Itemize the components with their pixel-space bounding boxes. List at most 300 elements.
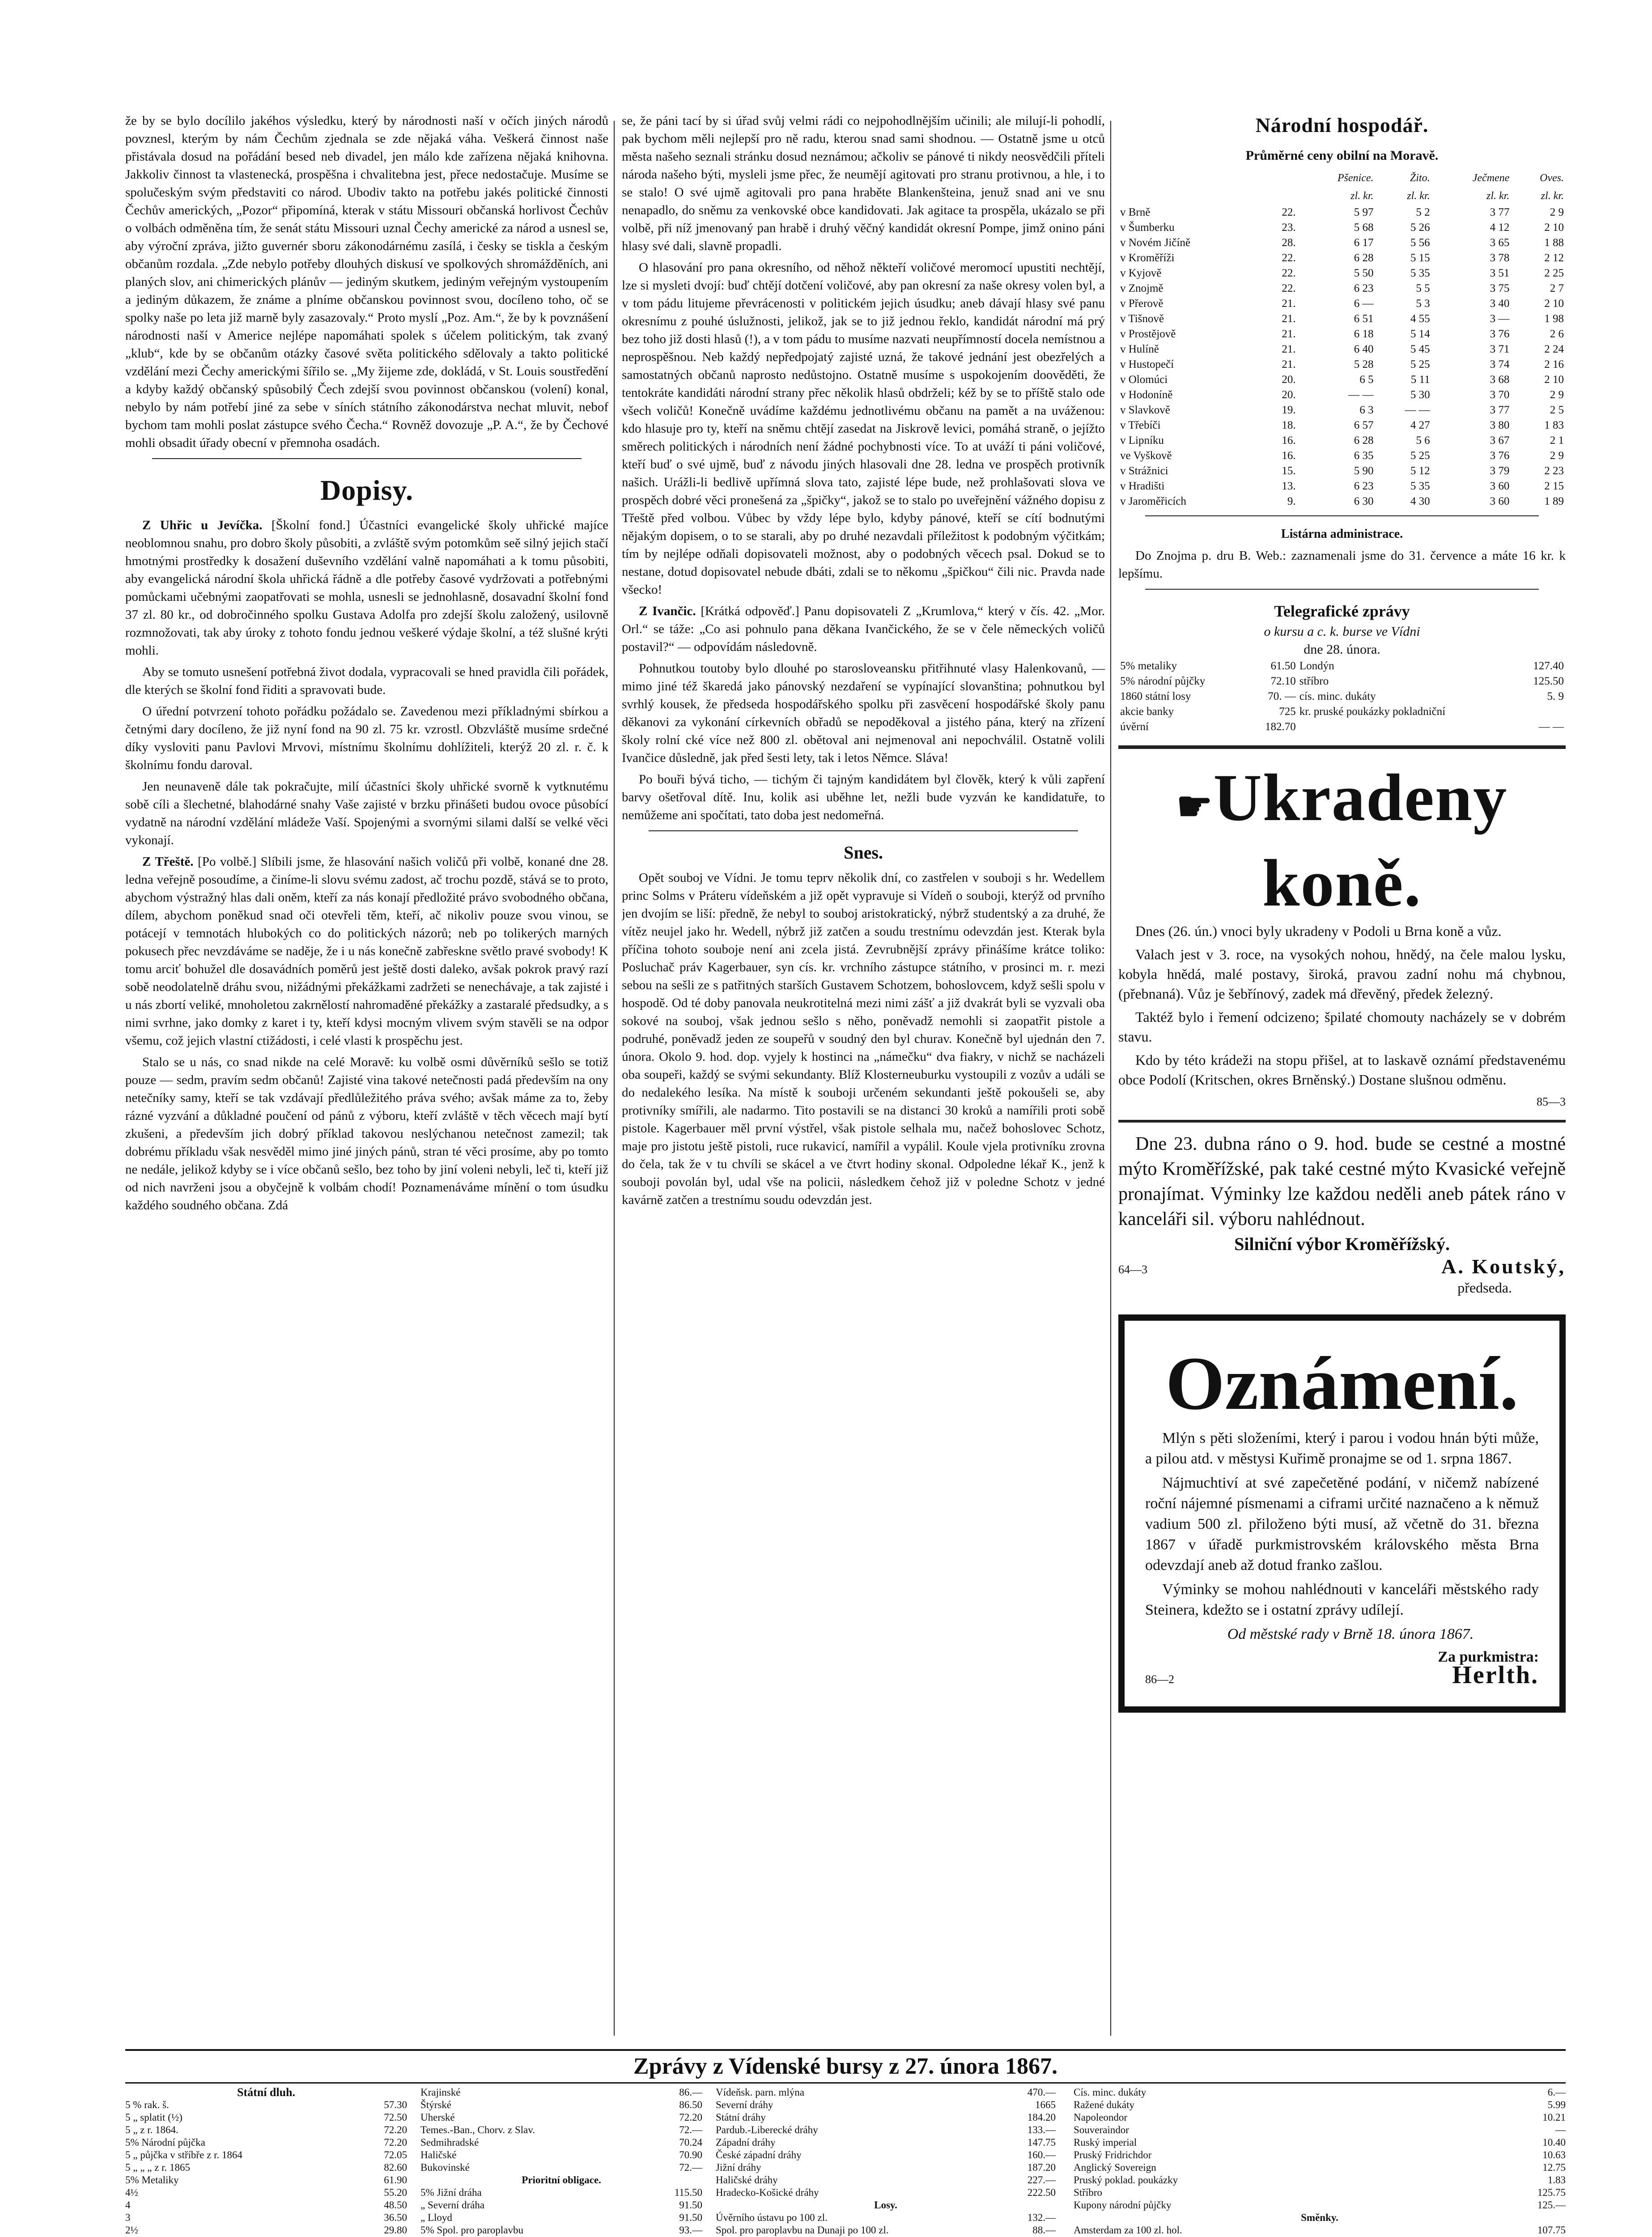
grain-cell: 5 15 [1410, 252, 1430, 264]
grain-cell: 5 28 [1354, 358, 1374, 370]
burse-row [420, 2149, 702, 2161]
grain-row [1118, 281, 1566, 296]
burse-value: 72.05 [384, 2149, 407, 2160]
burse-value: 125.— [1537, 2199, 1566, 2211]
burse-row [420, 2161, 702, 2174]
burse-value: 91.50 [679, 2212, 702, 2223]
grain-cell: 21. [1282, 313, 1296, 325]
grain-cell: 2 1 [1550, 434, 1564, 447]
grain-cell: 6 23 [1354, 480, 1374, 492]
burse-item: 5% Spol. pro paroplavbu [420, 2224, 523, 2236]
grain-cell: 3 60 [1490, 495, 1510, 507]
grain-row [1118, 342, 1566, 357]
letter-place: Z Ivančic. [639, 604, 696, 618]
grain-unit: zl. kr. [1541, 190, 1564, 202]
grain-price-table [1118, 169, 1566, 509]
column-middle [622, 112, 1105, 2040]
column-rule [1110, 121, 1111, 2036]
burse-value: 125.75 [1537, 2187, 1566, 2198]
grain-cell: 13. [1282, 480, 1296, 492]
burse-item: Souveraindor [1074, 2124, 1129, 2135]
burse-item: 4½ [125, 2187, 138, 2198]
grain-town: v Jaroměřicích [1120, 495, 1186, 507]
grain-town: v Slavkově [1120, 404, 1170, 416]
tele-cell [1516, 704, 1566, 719]
section-title-dopisy: Dopisy. [320, 474, 413, 506]
newspaper-page [107, 112, 1579, 2237]
burse-value: 70.24 [679, 2137, 702, 2148]
grain-unit: zl. kr. [1350, 190, 1374, 202]
grain-town: v Tišnově [1120, 313, 1164, 325]
grain-cell: 5 12 [1410, 465, 1430, 477]
grain-town: v Brně [1120, 206, 1151, 218]
grain-cell: 5 97 [1354, 206, 1374, 218]
grain-cell: 2 12 [1544, 252, 1564, 264]
burse-item: Ražené dukáty [1074, 2099, 1135, 2110]
grain-row [1118, 327, 1566, 342]
burse-row [1074, 2211, 1566, 2224]
ad-myto-role: předseda. [1457, 1280, 1512, 1296]
burse-row [125, 2111, 407, 2124]
tele-title: Telegrafické zprávy [1274, 602, 1410, 620]
grain-cell: 22. [1282, 206, 1296, 218]
burse-item: Štýrské [420, 2099, 451, 2110]
burse-title: Zprávy z Vídenské bursy z 27. února 1867. [125, 2049, 1566, 2084]
burse-item: Západní dráhy [716, 2137, 776, 2148]
grain-cell: 6 23 [1354, 282, 1374, 294]
ad-number: 86—2 [1145, 1673, 1174, 1686]
grain-town: v Kyjově [1120, 267, 1162, 279]
burse-value: 82.60 [384, 2162, 407, 2173]
grain-town: v Šumberku [1120, 221, 1175, 234]
grain-cell: 22. [1282, 282, 1296, 294]
tele-table [1118, 659, 1566, 735]
grain-cell: 6 35 [1354, 450, 1374, 462]
burse-value: 70.90 [679, 2149, 702, 2160]
letter-text: Aby se tomuto usnešení potřebná život dodala, vypracovali se hned pravidla čili pořádek, dle kterých se školní fond řiditi a spravovati bude. [125, 665, 608, 697]
burse-row [420, 2174, 702, 2186]
tele-cell: 127.40 [1533, 660, 1564, 672]
grain-cell: 2 5 [1550, 404, 1564, 416]
burse-value: 10.21 [1542, 2112, 1566, 2123]
burse-value: 1.83 [1547, 2174, 1566, 2186]
grain-cell: 5 2 [1416, 206, 1430, 218]
burse-item: Cís. minc. dukáty [1074, 2087, 1147, 2098]
grain-unit: zl. kr. [1407, 190, 1430, 202]
burse-row [716, 2086, 1056, 2099]
burse-row [125, 2174, 407, 2186]
grain-cell: 5 50 [1354, 267, 1374, 279]
article-text: se, že páni tací by si úřad svůj velmi rádi co nejpohodlnějším učinili; ale milují-li pohodlí, pak bychom měli nejlepší pro ně radu, kterou snad sami shodnou. — Ostatně jsme u otců města našeho seznali stránku dosud neznámou; ačkoliv se pánové ti nikdy neosvědčili příteli národa našeho býti, mysleli jsme přec, že neumějí agitovati pro stranu protivnou, a hle, i to se stalo! O své ujmě agitovali pro pana hraběte Blankenšteina, jenuž snad ani ve snu nenapadlo, do sněmu za venkovské obce kandidovati. Jak agitace ta prospěla, ukázalo se při volbě, při níž jmenovaný pan hrabě i druhý věčný kandidát okresní Pompe, jimž onino páni hlasy své dali, slavně propadli. [622, 114, 1105, 253]
burse-item: 5 „ splatit (½) [125, 2112, 183, 2123]
burse-value: 91.50 [679, 2199, 702, 2211]
tele-cell: úvěrní [1120, 721, 1149, 733]
tele-cell: 5% národní půjčky [1120, 675, 1206, 687]
grain-cell: 21. [1282, 343, 1296, 355]
grain-cell: 5 68 [1354, 221, 1374, 234]
grain-cell: 5 26 [1410, 221, 1430, 234]
ad-text: Od městské rady v Brně 18. února 1867. [1227, 1626, 1474, 1642]
burse-value: 12.75 [1542, 2162, 1566, 2173]
grain-cell: — — [1348, 389, 1374, 401]
burse-item: Stříbro [1074, 2187, 1102, 2198]
grain-header: Oves. [1540, 172, 1564, 184]
burse-item: 5% Národní půjčka [125, 2137, 205, 2148]
burse-row [1074, 2174, 1566, 2186]
burse-value: — [1555, 2124, 1566, 2135]
burse-value: 10.63 [1542, 2149, 1566, 2160]
divider [1145, 589, 1539, 590]
burse-row [125, 2199, 407, 2211]
article-text: O hlasování pro pana okresního, od něhož někteří voličové meromocí upustiti nechtějí, lze si mysleti dvojí: buď chtějí dotčení voličové, aby pan okresní za naše okresy volen byl, a v tom pádu litujeme převrácenosti v politickém jejich úsudku; aneb dávají hlasy své panu okresnímu z pouhé úslužnosti, jelikož, jak se to již jednou řeklo, kandidát národní má prý bez toho již dosti hlasů (!), a v tom pádu to musíme nazvati neupřímností docela nemístnou a neprospěšnou. Neb každý nepředpojatý zajisté uzná, že takové jednání jest obezřelých a samostatných občanů naprosto nedůstojno. Ostatně musíme s uspokojením doověděti, že tentokráte kandidáti národní strany přec několik hlasů obdrželi; kéž by se to příště stalo ode všech voličů! Konečně uvádíme každému jednotlivému občanu na pamět a na uváženou: kdo hlasuje pro ty, kteří na sněmu chtějí zasedat na Jiskrově levici, pomáhá straně, o jejížto směrech politických i národních není žádné pochybnosti více. To at uváží ti páni voličové, kteří buď o své ujmě, buď z návodu jiných hlasovali dne 28. ledna ve prospěch protivník našich. Urážli-li bedlivě upřímná slova tato, zajisté lépe bude, než prohlašovati slova ve prospěch dobré věci pronešená za „špičky“, jakož se to stalo po uveřejnění vážného dopisu z Třeště před volbou. Vůbec by vždy lépe bylo, kdyby pánové, kteří se cítí bodnutými nějakým dopisem, o to se starali, aby po druhé nezavdali příležitost k podobným výčitkám; tím by nejlépe odňali dopisovateli možnost, aby o podobných věcech psal. Dokud se to nestane, dotud dopisovatel nebude dbáti, zdali se to někomu „špičkou“ čili nic. Pravda nade všecko! [622, 260, 1105, 597]
tele-cell: akcie banky [1120, 706, 1174, 718]
burse-item: 5% Jižní dráha [420, 2187, 482, 2198]
grain-row [1118, 220, 1566, 235]
grain-cell: 6 3 [1359, 404, 1374, 416]
burse-value: 133.— [1027, 2124, 1056, 2135]
burse-value: 115.50 [674, 2187, 702, 2198]
grain-cell: 6 5 [1359, 374, 1374, 386]
grain-row [1118, 205, 1566, 220]
burse-row [125, 2161, 407, 2174]
tele-row [1118, 719, 1566, 735]
grain-row [1118, 418, 1566, 433]
tele-row [1118, 689, 1566, 704]
tele-cell: — — [1538, 721, 1564, 733]
burse-row [1074, 2111, 1566, 2124]
grain-cell: 3 74 [1490, 358, 1510, 370]
burse-item: Ruský imperial [1074, 2137, 1137, 2148]
grain-row [1118, 464, 1566, 479]
burse-row [716, 2186, 1056, 2199]
burse-item: Severní dráhy [716, 2099, 773, 2110]
tele-row [1118, 704, 1566, 719]
burse-row [716, 2161, 1056, 2174]
burse-value: 88.— [1032, 2224, 1056, 2236]
grain-cell: 6 28 [1354, 434, 1374, 447]
burse-value: 29.80 [384, 2224, 407, 2236]
burse-item: 5% Metaliky [125, 2174, 179, 2186]
burse-item: Bukovinské [420, 2162, 470, 2173]
burse-value: 36.50 [384, 2212, 407, 2223]
tele-cell: kr. pruské poukázky pokladniční [1299, 706, 1446, 718]
burse-value: 147.75 [1027, 2137, 1056, 2148]
tele-subtitle: o kursu a c. k. burse ve Vídni [1264, 624, 1420, 639]
burse-item: 3 [125, 2212, 131, 2223]
burse-value: 227.— [1027, 2174, 1056, 2186]
ad-number: 64—3 [1118, 1263, 1147, 1276]
grain-cell: 1 88 [1544, 237, 1564, 249]
burse-row [420, 2111, 702, 2124]
burse-item: Napoleondor [1074, 2112, 1128, 2123]
grain-cell: 5 56 [1410, 237, 1430, 249]
burse-row [716, 2199, 1056, 2211]
grain-cell: 2 10 [1544, 298, 1564, 310]
grain-cell: 2 10 [1544, 374, 1564, 386]
tele-cell: 1860 státní losy [1120, 690, 1191, 702]
grain-row [1118, 403, 1566, 418]
letter-ivancice [622, 602, 1105, 656]
grain-row [1118, 372, 1566, 387]
grain-header: Žito. [1410, 172, 1430, 184]
grain-cell: 5 14 [1410, 328, 1430, 340]
grain-cell: 3 76 [1490, 328, 1510, 340]
burse-item: Haličské [420, 2149, 457, 2160]
section-title-hospodar: Národní hospodář. [1255, 114, 1429, 136]
grain-cell: 3 65 [1490, 237, 1510, 249]
burse-value: 61.90 [384, 2174, 407, 2186]
grain-cell: 2 15 [1544, 480, 1564, 492]
admin-title: Listárna administrace. [1281, 527, 1403, 541]
burse-row [125, 2224, 407, 2237]
burse-row [1074, 2161, 1566, 2174]
burse-row [1074, 2186, 1566, 2199]
ad-myto-name: A. Koutský, [1441, 1255, 1566, 1278]
grain-cell: 3 40 [1490, 298, 1510, 310]
burse-row [125, 2124, 407, 2136]
burse-value: 184.20 [1027, 2112, 1056, 2123]
tele-cell: 72.10 [1270, 675, 1296, 687]
ad-text: Výminky se mohou nahlédnouti v kanceláři městského rady Steinera, kdežto se i ostatní zprávy udílejí. [1145, 1581, 1539, 1618]
burse-item: „ Lloyd [420, 2212, 452, 2223]
grain-row [1118, 357, 1566, 372]
grain-cell: 2 9 [1550, 450, 1564, 462]
burse-item: Prioritní obligace. [522, 2174, 601, 2186]
letter-text: [Krátká odpověď.] Panu dopisovateli Z „Krumlova,“ který v čís. 42. „Mor. Orl.“ se táže: „Co asi pohnulo pana děkana Ivančického, že se v čele německých voličů postavil?“ — odpovídám následovně. [622, 604, 1105, 654]
grain-cell: 16. [1282, 450, 1296, 462]
burse-column-2 [420, 2086, 702, 2237]
burse-value: 57.30 [384, 2099, 407, 2110]
burse-row [1074, 2149, 1566, 2161]
grain-cell: 4 27 [1410, 419, 1430, 431]
burse-item: 5 „ půjčka v stříbře z r. 1864 [125, 2149, 242, 2160]
grain-cell: 5 5 [1416, 282, 1430, 294]
tele-cell: 125.50 [1533, 675, 1564, 687]
grain-row [1118, 235, 1566, 251]
burse-row [420, 2224, 702, 2237]
burse-row [420, 2124, 702, 2136]
burse-item: Vídeňsk. parn. mlýna [716, 2087, 805, 2098]
ad-text: Kdo by této krádeži na stopu přišel, at to laskavě oznámí představenému obce Podolí (Kritschen, okres Brněnský.) Dostane slušnou odměnu. [1118, 1052, 1566, 1088]
grain-cell: 6 28 [1354, 252, 1374, 264]
grain-row [1118, 387, 1566, 403]
burse-row [125, 2186, 407, 2199]
divider [1145, 515, 1539, 516]
grain-cell: 5 35 [1410, 480, 1430, 492]
burse-item: České západní dráhy [716, 2149, 802, 2160]
grain-town: v Olomúci [1120, 374, 1168, 386]
grain-row [1118, 251, 1566, 266]
grain-cell: 21. [1282, 298, 1296, 310]
ad-stolen-horses-title: ☛Ukradeny koně. [1176, 761, 1508, 920]
burse-row [420, 2086, 702, 2099]
grain-cell: 5 25 [1410, 358, 1430, 370]
burse-row [716, 2224, 1056, 2237]
burse-value: 86.50 [679, 2099, 702, 2110]
grain-row [1118, 296, 1566, 311]
burse-item: Státní dráhy [716, 2112, 766, 2123]
grain-cell: 23. [1282, 221, 1296, 234]
grain-cell: 22. [1282, 267, 1296, 279]
grain-cell: 5 25 [1410, 450, 1430, 462]
grain-cell: 5 3 [1416, 298, 1430, 310]
burse-column-1 [125, 2086, 407, 2237]
letter-text: Po bouři bývá ticho, — tichým či tajným kandidátem byl člověk, který k vůli zapření barvy ošetřoval dítě. Inu, kolik asi uběhne let, nežli bude vyzván ke kandidatuře, to nemůžeme ani spočítati, tato doba jest nedomeřná. [622, 772, 1105, 822]
burse-row [420, 2136, 702, 2149]
admin-text: Do Znojma p. dru B. Web.: zaznamenali jsme do 31. července a máte 16 kr. k lepšímu. [1118, 549, 1566, 581]
tele-row [1118, 659, 1566, 674]
tele-cell: Londýn [1299, 660, 1334, 672]
grain-cell: 6 — [1354, 298, 1374, 310]
burse-row [1074, 2124, 1566, 2136]
burse-value: 6.— [1547, 2087, 1566, 2098]
burse-value: 55.20 [384, 2187, 407, 2198]
burse-row [125, 2211, 407, 2224]
grain-cell: 18. [1282, 419, 1296, 431]
burse-value: 132.— [1027, 2212, 1056, 2223]
ad-oznameni-box [1118, 1314, 1566, 1713]
grain-row [1118, 266, 1566, 281]
grain-cell: 5 45 [1410, 343, 1430, 355]
grain-cell: 3 — [1490, 313, 1510, 325]
burse-item: Amsterdam za 100 zl. hol. [1074, 2224, 1182, 2236]
burse-value: 10.40 [1542, 2137, 1566, 2148]
column-right [1118, 112, 1566, 2040]
grain-town: v Hodoníně [1120, 389, 1173, 401]
grain-town: v Hradišti [1120, 480, 1165, 492]
burse-item: Úvěrního ústavu po 100 zl. [716, 2212, 828, 2223]
pointing-hand-icon: ☛ [1176, 785, 1214, 829]
burse-item: „ Severní dráha [420, 2199, 485, 2211]
grain-cell: 2 9 [1550, 206, 1564, 218]
burse-value: 222.50 [1027, 2187, 1056, 2198]
ad-text: Taktéž bylo i řemení odcizeno; špilaté chomouty nacházely se v dobrém stavu. [1118, 1009, 1566, 1045]
grain-cell: 3 77 [1490, 206, 1510, 218]
letter-text: Stalo se u nás, co snad nikde na celé Moravě: ku volbě osmi důvěrníků sešlo se totiž pouze — sedm, pravím sedm občanů! Zajisté vina takové netečnosti padá především na ony netečníky samy, kteří se tak vzdávají předlůležitého práva svého; avšak máme za to, žeby rázné vyzvání a důkladné poučení od pánů z výboru, kteří zvláště v těch věcech mají bytí zkušeni, a především jich dobrý příklad takovou neslýchanou netečnost zamezil; tak dobrému příkladu však nesvěděl mimo jiné jiných pánů, stran té věci prosíme, aby po tomto ne nedále, jelikož kdyby se i více občanů sešlo, bez toho by jiní voleni nebyli, leč ti, kteří již od nich navrženi jsou a obyčejně k volbám chodí! Poznamenáváme mínění o tom úsudku každého soudného občana. Zdá [125, 1055, 608, 1212]
burse-item: Losy. [874, 2199, 897, 2211]
divider [649, 830, 1078, 831]
burse-item: Kupony národní půjčky [1074, 2199, 1172, 2211]
burse-column-4 [1074, 2086, 1566, 2237]
tele-cell: 5% metaliky [1120, 660, 1177, 672]
stock-exchange-section [125, 2049, 1566, 2237]
burse-item: Hradecko-Košické dráhy [716, 2187, 819, 2198]
ad-text: Dnes (26. ún.) vnoci byly ukradeny v Podoli u Brna koně a vůz. [1135, 923, 1502, 939]
burse-row [1074, 2086, 1566, 2099]
grain-cell: 2 10 [1544, 221, 1564, 234]
letter-place: Z Třeště. [142, 855, 194, 869]
grain-town: v Přerově [1120, 298, 1164, 310]
burse-value: 86.— [679, 2087, 702, 2098]
burse-value: 72.20 [384, 2124, 407, 2135]
grain-cell: 20. [1282, 374, 1296, 386]
grain-cell: 15. [1282, 465, 1296, 477]
grain-cell: 3 68 [1490, 374, 1510, 386]
burse-heading: Státní dluh. [237, 2086, 296, 2099]
grain-town: v Třebíči [1120, 419, 1161, 431]
burse-column-3 [716, 2086, 1056, 2237]
grain-cell: 5 11 [1410, 374, 1430, 386]
grain-town: v Strážnici [1120, 465, 1168, 477]
ad-number: 85—3 [1537, 1095, 1566, 1108]
grain-unit: zl. kr. [1486, 190, 1510, 202]
grain-row [1118, 433, 1566, 448]
grain-cell: 3 71 [1490, 343, 1510, 355]
burse-item: Pruský poklad. poukázky [1074, 2174, 1178, 2186]
burse-row [420, 2186, 702, 2199]
burse-item: Temes.-Ban., Chorv. z Slav. [420, 2124, 535, 2135]
tele-cell [1298, 719, 1516, 735]
burse-item: 2½ [125, 2224, 138, 2236]
burse-row [1074, 2136, 1566, 2149]
grain-town: v Hustopečí [1120, 358, 1174, 370]
ad-myto-text: Dne 23. dubna ráno o 9. hod. bude se cestné a mostné mýto Kroměřížské, pak také cestné mýto Kvasické veřejně pronajímat. Výminky lze každou neděli aneb pátek ráno v kanceláři sil. výboru nahlédnout. [1118, 1134, 1566, 1229]
burse-value: 72.50 [384, 2112, 407, 2123]
grain-cell: 9. [1287, 495, 1296, 507]
grain-town: ve Vyškově [1120, 450, 1172, 462]
burse-item: 5 „ „ „ z r. 1865 [125, 2162, 190, 2173]
letter-text: [Po volbě.] Slíbili jsme, že hlasování našich voličů při volbě, konané dne 28. ledna veřejně posoudíme, a činíme-li slovu svému zadost, ač trochu pozdě, stává se to proto, abychom výstražný hlas dali oněm, kteří za nás konají předložité právo svobodného občana, dílem, abychom poněkud snad oči otevřeli těm, kteří, ač nikoliv pouze svou vinou, se potácejí v temnotách hlubokých co do politických názorů; neb po tolikerých marných pokusech přec nevzdáváme se naděje, že i u nás konečně zabřeskne světlo pravé svobody! K tomu arciť bohužel dle dosavádních poměrů jest ještě dosti daleko, avšak pokrok pravý razí sobě neodolatelně dráhu svou, nižádnými překážkami zadržeti se nenechávaje, a tak zajisté i u nás zbortí veliké, mnoholetou zakrnělostí nahromaděné překážky a zastaralé předsudky, a s nimi svrhne, jako domky z karet i ty, kteří kdysi mocným vlivem svým stavěli se na odpor všemu, což jejich vlastní ctižádosti, i celé vlasti k prospěchu jest. [125, 855, 608, 1048]
burse-row [716, 2136, 1056, 2149]
tele-cell: 70. — [1268, 690, 1296, 702]
tele-cell: 725 [1279, 706, 1296, 718]
grain-cell: 2 23 [1544, 465, 1564, 477]
grain-cell: 5 30 [1410, 389, 1430, 401]
grain-town: v Znojmě [1120, 282, 1164, 294]
grain-cell: 28. [1282, 237, 1296, 249]
grain-cell: 16. [1282, 434, 1296, 447]
burse-item: Haličské dráhy [716, 2174, 778, 2186]
column-left [125, 112, 608, 2040]
tele-cell: 182.70 [1265, 721, 1296, 733]
burse-row [1074, 2199, 1566, 2211]
grain-cell: 2 16 [1544, 358, 1564, 370]
burse-row [420, 2099, 702, 2111]
grain-cell: 3 51 [1490, 267, 1510, 279]
grain-cell: 6 18 [1354, 328, 1374, 340]
grain-cell: 2 24 [1544, 343, 1564, 355]
ad-myto-sign: Silniční výbor Kroměřížský. [1234, 1234, 1450, 1254]
grain-row [1118, 448, 1566, 464]
ad-sign-label: Za purkmistra: [1438, 1649, 1539, 1665]
divider [1118, 1120, 1566, 1123]
divider [1118, 745, 1566, 749]
burse-row [716, 2099, 1056, 2111]
burse-value: 160.— [1027, 2149, 1056, 2160]
burse-item: 5 „ z r. 1864. [125, 2124, 178, 2135]
burse-value: 1665 [1035, 2099, 1056, 2110]
burse-value: 72.20 [384, 2137, 407, 2148]
burse-item: Sedmihradské [420, 2137, 479, 2148]
burse-value: 5.99 [1547, 2099, 1566, 2110]
grain-cell: 3 70 [1490, 389, 1510, 401]
grain-header: Pšenice. [1337, 172, 1374, 184]
burse-row [716, 2149, 1056, 2161]
burse-row [420, 2211, 702, 2224]
tele-cell: cís. minc. dukáty [1299, 690, 1376, 702]
grain-cell: 2 6 [1550, 328, 1564, 340]
grain-cell: 3 80 [1490, 419, 1510, 431]
grain-cell: 2 25 [1544, 267, 1564, 279]
grain-town: v Kroměříži [1120, 252, 1175, 264]
grain-cell: 1 98 [1544, 313, 1564, 325]
letter-place: Z Uhřic u Jevíčka. [142, 518, 263, 532]
burse-value: 48.50 [384, 2199, 407, 2211]
burse-row [1074, 2099, 1566, 2111]
grain-cell: 3 67 [1490, 434, 1510, 447]
burse-value: 93.— [679, 2224, 702, 2236]
grain-cell: 4 30 [1410, 495, 1430, 507]
